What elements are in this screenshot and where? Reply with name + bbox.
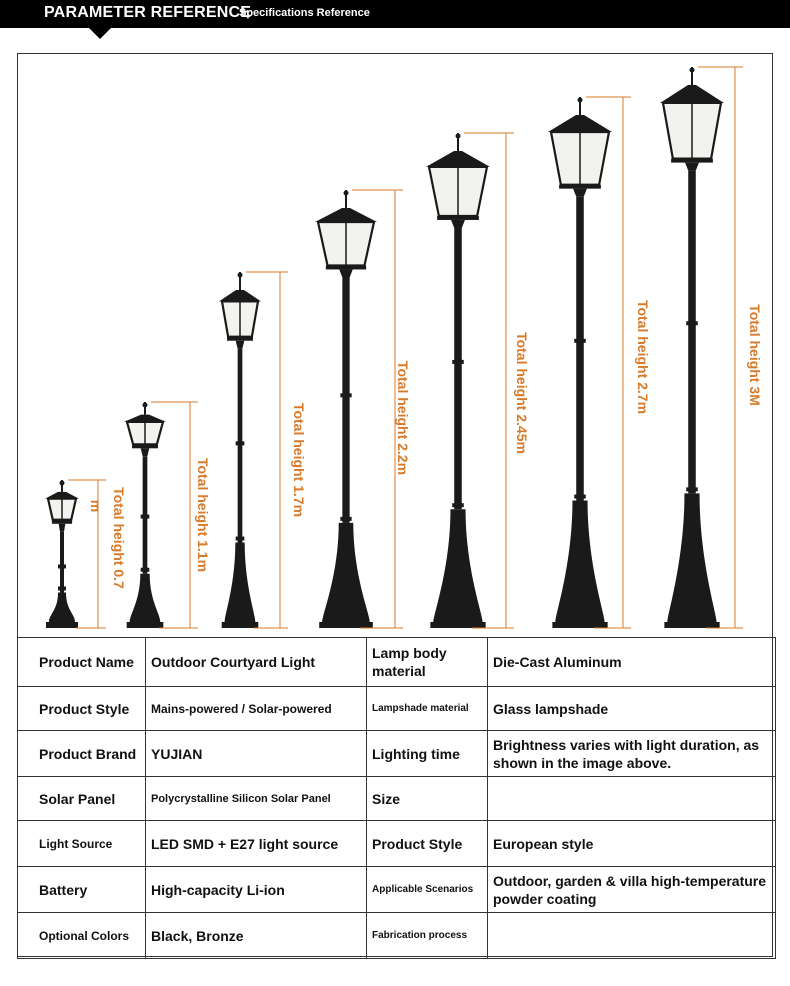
- lamp-foot: [664, 622, 719, 628]
- lamp-pole: [60, 532, 64, 593]
- lamp-pole: [576, 197, 584, 501]
- spec-value: Brightness varies with light duration, as shown in the image above.: [488, 731, 776, 777]
- lamp-glass-base: [437, 216, 479, 220]
- spec-label: Lamp body material: [367, 638, 488, 687]
- lamp-post: [315, 190, 377, 628]
- lamp-neck: [339, 269, 352, 277]
- spec-label: Product Style: [18, 687, 146, 731]
- table-row: [18, 687, 776, 731]
- lamp-finial-ball: [578, 98, 583, 103]
- lamp-finial-ball: [143, 403, 148, 408]
- height-label: Total height 2.7m: [635, 299, 651, 415]
- lamp-neck: [573, 189, 587, 197]
- lamp-neck: [59, 524, 66, 532]
- lamp-finial-ball: [344, 191, 349, 196]
- lamp-pole: [688, 171, 696, 494]
- lamp-foot: [319, 622, 373, 628]
- spec-value: [488, 777, 776, 821]
- lamp-finial-ball: [456, 134, 461, 139]
- spec-value: Outdoor Courtyard Light: [146, 638, 367, 687]
- lamp-glass-base: [52, 520, 72, 524]
- lamp-ring: [141, 568, 150, 572]
- lamp-ring: [236, 537, 245, 541]
- lamp-neck: [141, 448, 150, 456]
- height-dimension: [246, 272, 307, 628]
- height-label: Total height 1.1m: [195, 457, 211, 573]
- lamp-post: [45, 480, 79, 628]
- lamp-finial-ball: [238, 273, 243, 278]
- lamp-ring: [686, 487, 698, 491]
- spec-label: Optional Colors: [18, 913, 146, 959]
- spec-value: Outdoor, garden & villa high-temperature powder coating: [488, 867, 776, 913]
- spec-value: Black, Bronze: [146, 913, 367, 959]
- spec-label: Product Brand: [18, 731, 146, 777]
- lamp-pole: [342, 277, 349, 522]
- lamp-cap: [548, 115, 612, 132]
- dimension-group: [68, 67, 763, 628]
- lamp-pole: [454, 228, 462, 509]
- lamp-ring: [141, 515, 150, 519]
- lamp-base: [667, 493, 716, 622]
- spec-label: Product Name: [18, 638, 146, 687]
- lamp-glass-base: [326, 265, 366, 269]
- lamp-foot: [222, 622, 259, 628]
- lamp-glass-base: [559, 185, 601, 189]
- lamp-post: [219, 272, 261, 628]
- lamp-ring: [452, 503, 464, 507]
- lamp-base: [555, 501, 604, 622]
- height-label: Total height 0.7: [111, 487, 127, 589]
- table-row: [18, 777, 776, 821]
- spec-value: European style: [488, 821, 776, 867]
- spec-value: Polycrystalline Silicon Solar Panel: [146, 777, 367, 821]
- lamp-post: [548, 97, 612, 628]
- page-subtitle: Specifications Reference: [239, 7, 370, 19]
- lamp-ring: [340, 393, 351, 397]
- lamp-base: [49, 592, 75, 622]
- table-row: [18, 638, 776, 687]
- spec-value: Die-Cast Aluminum: [488, 638, 776, 687]
- height-dimension: [68, 480, 127, 628]
- height-label: Total height 2.45m: [514, 332, 530, 454]
- spec-value: [488, 913, 776, 959]
- table-row: [18, 731, 776, 777]
- lamp-post: [660, 67, 724, 628]
- lamp-foot: [46, 622, 78, 628]
- spec-label: Fabrication process: [367, 913, 488, 959]
- lamp-ring: [452, 360, 464, 364]
- height-label: Total height 3M: [747, 304, 763, 406]
- lamp-ring: [574, 495, 586, 499]
- lamp-base: [130, 574, 161, 622]
- height-label: Total height 2.2m: [395, 360, 411, 476]
- spec-label: Size: [367, 777, 488, 821]
- lamp-base: [322, 523, 370, 622]
- spec-value: Glass lampshade: [488, 687, 776, 731]
- lamp-neck: [236, 341, 245, 349]
- lamp-foot: [552, 622, 607, 628]
- lamp-glass-base: [227, 337, 253, 341]
- lamp-ring: [236, 441, 245, 445]
- table-row: [18, 867, 776, 913]
- spec-label: Lampshade material: [367, 687, 488, 731]
- lamp-glass-base: [132, 444, 158, 448]
- lamp-post: [426, 133, 490, 628]
- lamp-cap: [660, 85, 724, 103]
- lamp-ring: [58, 564, 66, 568]
- spec-label: Lighting time: [367, 731, 488, 777]
- spec-value: Mains-powered / Solar-powered: [146, 687, 367, 731]
- spec-value: High-capacity Li-ion: [146, 867, 367, 913]
- spec-table: [17, 637, 776, 959]
- lamp-group: [45, 67, 724, 628]
- lamp-post: [124, 402, 166, 628]
- lamp-finial-ball: [60, 481, 65, 486]
- page-title: PARAMETER REFERENCE: [44, 4, 252, 21]
- height-label-unit: m: [88, 499, 104, 513]
- spec-label: Light Source: [18, 821, 146, 867]
- spec-label: Product Style: [367, 821, 488, 867]
- lamp-neck: [685, 163, 699, 171]
- table-row: [18, 821, 776, 867]
- lamp-cap: [315, 208, 377, 222]
- spec-value: LED SMD + E27 light source: [146, 821, 367, 867]
- lamp-glass-base: [671, 159, 713, 163]
- lamp-pole: [238, 349, 243, 543]
- lamp-base: [433, 509, 482, 622]
- spec-label: Battery: [18, 867, 146, 913]
- height-label: Total height 1.7m: [291, 402, 307, 518]
- lamp-foot: [127, 622, 164, 628]
- spec-label: Solar Panel: [18, 777, 146, 821]
- lamp-ring: [340, 517, 351, 521]
- lamp-cap: [426, 151, 490, 167]
- lamp-base: [225, 543, 256, 622]
- lamp-cap: [219, 290, 261, 301]
- lamp-ring: [574, 339, 586, 343]
- spec-label: Applicable Scenarios: [367, 867, 488, 913]
- spec-value: YUJIAN: [146, 731, 367, 777]
- lamp-neck: [451, 220, 465, 228]
- table-row: [18, 913, 776, 959]
- lamp-ring: [58, 586, 66, 590]
- lamp-foot: [430, 622, 485, 628]
- lamp-finial-ball: [690, 68, 695, 73]
- lamp-ring: [686, 321, 698, 325]
